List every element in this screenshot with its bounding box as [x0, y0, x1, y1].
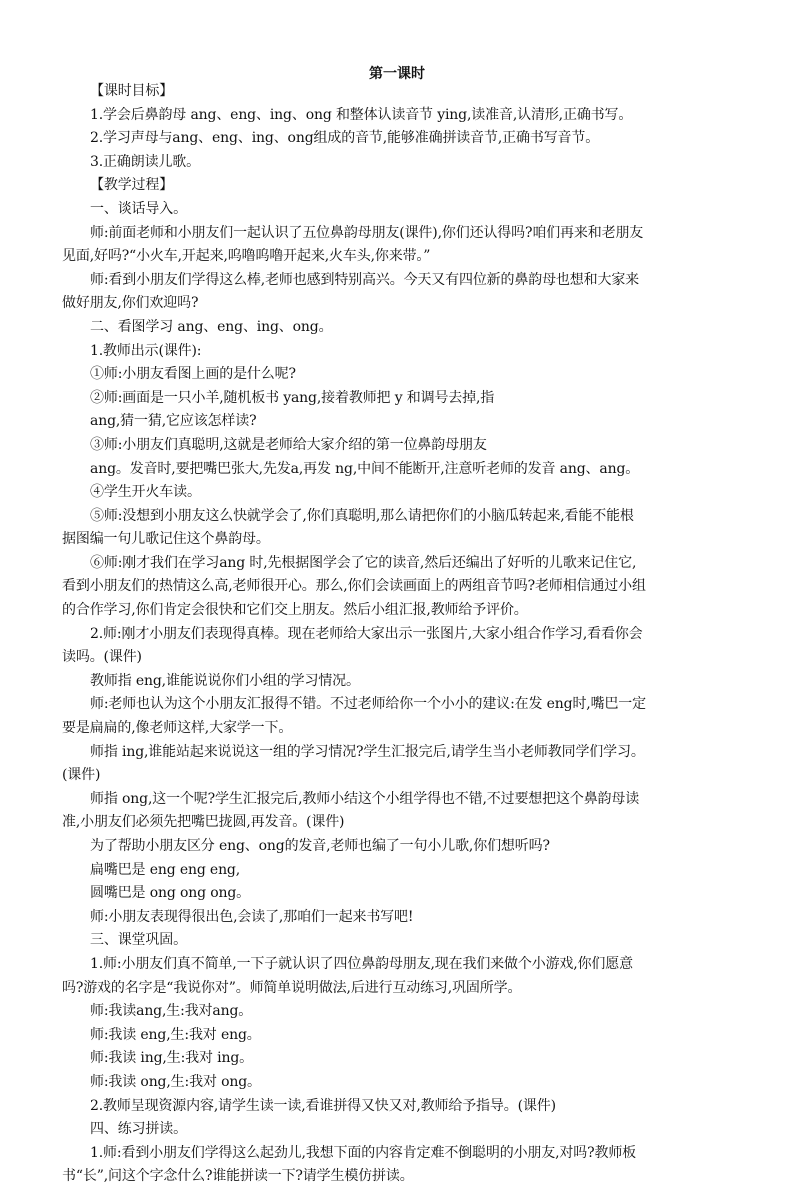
page-title: 第一课时	[369, 66, 425, 82]
paragraph-line: 读吗。(课件)	[62, 649, 142, 666]
paragraph-line: 1.师:小朋友们真不简单,一下子就认识了四位鼻韵母朋友,现在我们来做个小游戏,你们愿意	[90, 955, 633, 972]
paragraph-line: 师指 ong,这一个呢?学生汇报完后,教师小结这个小组学得也不错,不过要想把这个鼻韵母读	[90, 790, 640, 807]
paragraph-line: 的合作学习,你们肯定会很快和它们交上朋友。然后小组汇报,教师给予评价。	[62, 602, 528, 619]
paragraph-line: 2.教师呈现资源内容,请学生读一读,看谁拼得又快又对,教师给予指导。(课件)	[90, 1097, 556, 1114]
dialogue-line: 师:我读ang,生:我对ang。	[90, 1003, 253, 1020]
paragraph-line: 3.正确朗读儿歌。	[90, 153, 201, 170]
dialogue-line: 师:我读 eng,生:我对 eng。	[90, 1026, 261, 1043]
paragraph-line: ⑥师:刚才我们在学习ang 时,先根据图学会了它的读音,然后还编出了好听的儿歌来记住它,	[90, 554, 637, 571]
rhyme-line: 圆嘴巴是 ong ong ong。	[90, 885, 251, 902]
paragraph-line: 据图编一句儿歌记住这个鼻韵母。	[62, 531, 270, 548]
dialogue-line: 师:我读 ing,生:我对 ing。	[90, 1050, 253, 1067]
paragraph-line: 做好朋友,你们欢迎吗?	[62, 295, 199, 312]
paragraph-line: 师:前面老师和小朋友们一起认识了五位鼻韵母朋友(课件),你们还认得吗?咱们再来和老朋友	[90, 224, 644, 241]
paragraph-line: 1.学会后鼻韵母 ang、eng、ing、ong 和整体认读音节 ying,读准音,认清形,正确书写。	[90, 106, 633, 123]
paragraph-line: 师指 ing,谁能站起来说说这一组的学习情况?学生汇报完后,请学生当小老师教同学们学习。	[90, 743, 645, 760]
section-heading: 一、谈话导入。	[90, 200, 187, 217]
body-text	[62, 80, 750, 1189]
paragraph-line: 吗?游戏的名字是“我说你对”。师简单说明做法,后进行互动练习,巩固所学。	[62, 979, 522, 996]
heading-objectives: 【课时目标】	[90, 83, 174, 99]
paragraph-line: ang,猜一猜,它应该怎样读?	[90, 413, 257, 430]
paragraph-line: 2.学习声母与ang、eng、ing、ong组成的音节,能够准确拼读音节,正确书写音节。	[90, 130, 600, 147]
paragraph-line: 看到小朋友们的热情这么高,老师很开心。那么,你们会读画面上的两组音节吗?老师相信通过小组	[62, 578, 646, 595]
paragraph-line: 2.师:刚才小朋友们表现得真棒。现在老师给大家出示一张图片,大家小组合作学习,看看你会	[90, 625, 643, 642]
section-heading: 四、练习拼读。	[90, 1121, 187, 1138]
paragraph-line: ④学生开火车读。	[90, 484, 201, 501]
paragraph-line: 师:小朋友表现得很出色,会读了,那咱们一起来书写吧!	[90, 908, 414, 925]
dialogue-line: 师:我读 ong,生:我对 ong。	[90, 1073, 261, 1090]
paragraph-line: 准,小朋友们必须先把嘴巴拢圆,再发音。(课件)	[62, 814, 345, 831]
paragraph-line: 见面,好吗?“小火车,开起来,呜噜呜噜开起来,火车头,你来带。”	[62, 248, 431, 265]
paragraph-line: 教师指 eng,谁能说说你们小组的学习情况。	[90, 672, 360, 689]
paragraph-line: 师:老师也认为这个小朋友汇报得不错。不过老师给你一个小小的建议:在发 eng时,嘴巴一定	[90, 696, 646, 713]
heading-process: 【教学过程】	[90, 177, 174, 194]
section-heading: 二、看图学习 ang、eng、ing、ong。	[90, 318, 333, 335]
paragraph-line: 1.师:看到小朋友们学得这么起劲儿,我想下面的内容肯定难不倒聪明的小朋友,对吗?教师板	[90, 1144, 637, 1161]
rhyme-line: 扁嘴巴是 eng eng eng,	[90, 861, 241, 878]
paragraph-line: ⑤师:没想到小朋友这么快就学会了,你们真聪明,那么请把你们的小脑瓜转起来,看能不能根	[90, 507, 634, 524]
section-heading: 三、课堂巩固。	[90, 932, 187, 949]
paragraph-line: ③师:小朋友们真聪明,这就是老师给大家介绍的第一位鼻韵母朋友	[90, 436, 487, 453]
paragraph-line: 师:看到小朋友们学得这么棒,老师也感到特别高兴。今天又有四位新的鼻韵母也想和大家来	[90, 271, 640, 288]
paragraph-line: (课件)	[62, 767, 101, 784]
paragraph-line: 为了帮助小朋友区分 eng、ong的发音,老师也编了一句小儿歌,你们想听吗?	[90, 838, 550, 854]
paragraph-line: 要是扁扁的,像老师这样,大家学一下。	[62, 720, 293, 737]
paragraph-line: 1.教师出示(课件):	[90, 342, 202, 359]
paragraph-line: ang。发音时,要把嘴巴张大,先发a,再发 ng,中间不能断开,注意听老师的发音 ang、ang。	[90, 460, 640, 477]
paragraph-line: ①师:小朋友看图上画的是什么呢?	[90, 366, 296, 383]
paragraph-line: 书“长”,问这个字念什么?谁能拼读一下?请学生模仿拼读。	[62, 1168, 414, 1185]
paragraph-line: ②师:画面是一只小羊,随机板书 yang,接着教师把 y 和调号去掉,指	[90, 389, 495, 406]
